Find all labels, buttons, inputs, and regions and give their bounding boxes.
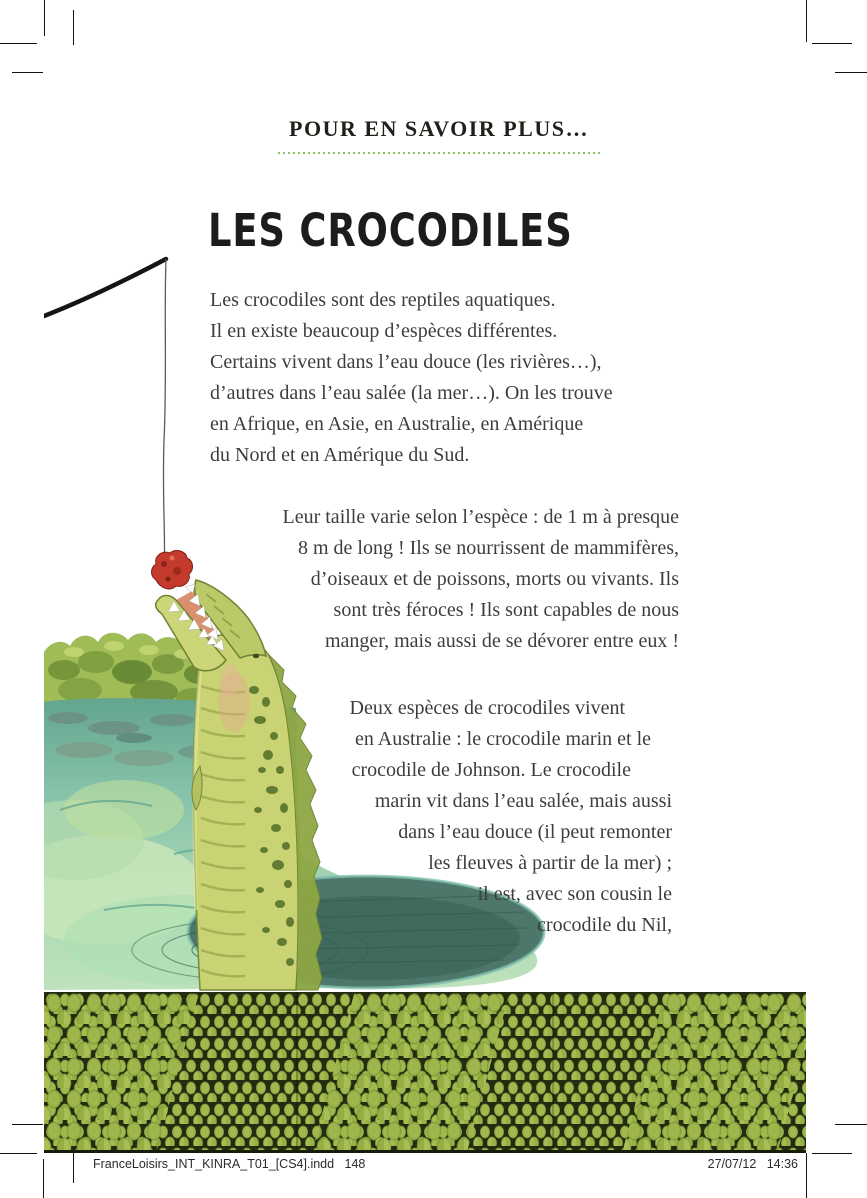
text-line: sont très féroces ! Ils sont capables de nous — [333, 599, 679, 621]
text-line: marin vit dans l’eau salée, mais aussi — [374, 790, 672, 812]
footer-filename: FranceLoisirs_INT_KINRA_T01_[CS4].indd 148 — [93, 1157, 366, 1171]
crop-mark-bottom-right-h-inner — [835, 1124, 867, 1125]
crop-mark-top-left-v — [44, 0, 45, 36]
paragraph-2 — [283, 502, 680, 657]
text-line: dans l’eau douce (il peut remonter — [398, 821, 672, 843]
text-line: Il en existe beaucoup d’espèces différentes. — [210, 320, 558, 342]
crop-mark-bottom-left-v — [43, 1159, 44, 1198]
text-line: Les crocodiles sont des reptiles aquatiques. — [210, 289, 556, 311]
crop-mark-top-left-h — [0, 43, 37, 44]
text-line: en Afrique, en Asie, en Australie, en Amérique — [210, 413, 584, 435]
text-line: les fleuves à partir de la mer) ; — [428, 852, 672, 874]
crop-mark-top-left-h-inner — [12, 72, 43, 73]
text-line: Leur taille varie selon l’espèce : de 1 m à presque — [282, 506, 679, 528]
crop-mark-top-right-v — [806, 0, 807, 42]
text-line: du Nord et en Amérique du Sud. — [210, 444, 470, 466]
kicker-text: POUR EN SAVOIR PLUS… — [289, 116, 589, 141]
skin-band-seam — [296, 992, 298, 1150]
crop-mark-bottom-right-h — [812, 1153, 852, 1154]
footer-timestamp: 27/07/12 14:36 — [707, 1157, 798, 1171]
bait — [152, 551, 193, 589]
page-title: LES CROCODILES — [208, 204, 573, 257]
text-line: Certains vivent dans l’eau douce (les rivières…), — [210, 351, 602, 373]
text-line: Deux espèces de crocodiles vivent — [349, 697, 625, 719]
fishing-line — [163, 259, 166, 568]
crop-mark-bottom-right-v — [806, 1153, 807, 1198]
skin-band-seam — [552, 992, 554, 1150]
text-line: crocodile du Nil, — [537, 914, 672, 936]
crocodile-skin-band — [44, 992, 806, 1153]
paragraph-3 — [350, 693, 672, 941]
text-line: d’oiseaux et de poissons, morts ou vivants. Ils — [310, 568, 679, 590]
crop-mark-top-right-h-inner — [835, 72, 867, 73]
text-line: en Australie : le crocodile marin et le — [355, 728, 651, 750]
text-line: manger, mais aussi de se dévorer entre eux ! — [324, 630, 679, 652]
fishing-rod — [44, 259, 166, 316]
crop-mark-top-left-v-inner — [73, 10, 74, 45]
text-line: d’autres dans l’eau salée (la mer…). On les trouve — [210, 382, 613, 404]
section-kicker — [278, 116, 600, 154]
crop-mark-bottom-left-v-inner — [73, 1153, 74, 1183]
text-line: il est, avec son cousin le — [477, 883, 672, 905]
text-line: 8 m de long ! Ils se nourrissent de mammifères, — [297, 537, 679, 559]
crop-mark-bottom-left-h-inner — [12, 1124, 43, 1125]
crop-mark-bottom-left-h — [0, 1153, 37, 1154]
text-line: crocodile de Johnson. Le crocodile — [351, 759, 631, 781]
paragraph-1 — [210, 285, 613, 471]
dotted-rule — [278, 152, 600, 154]
crop-mark-top-right-h — [812, 43, 852, 44]
skin-scales-large — [44, 992, 806, 1150]
